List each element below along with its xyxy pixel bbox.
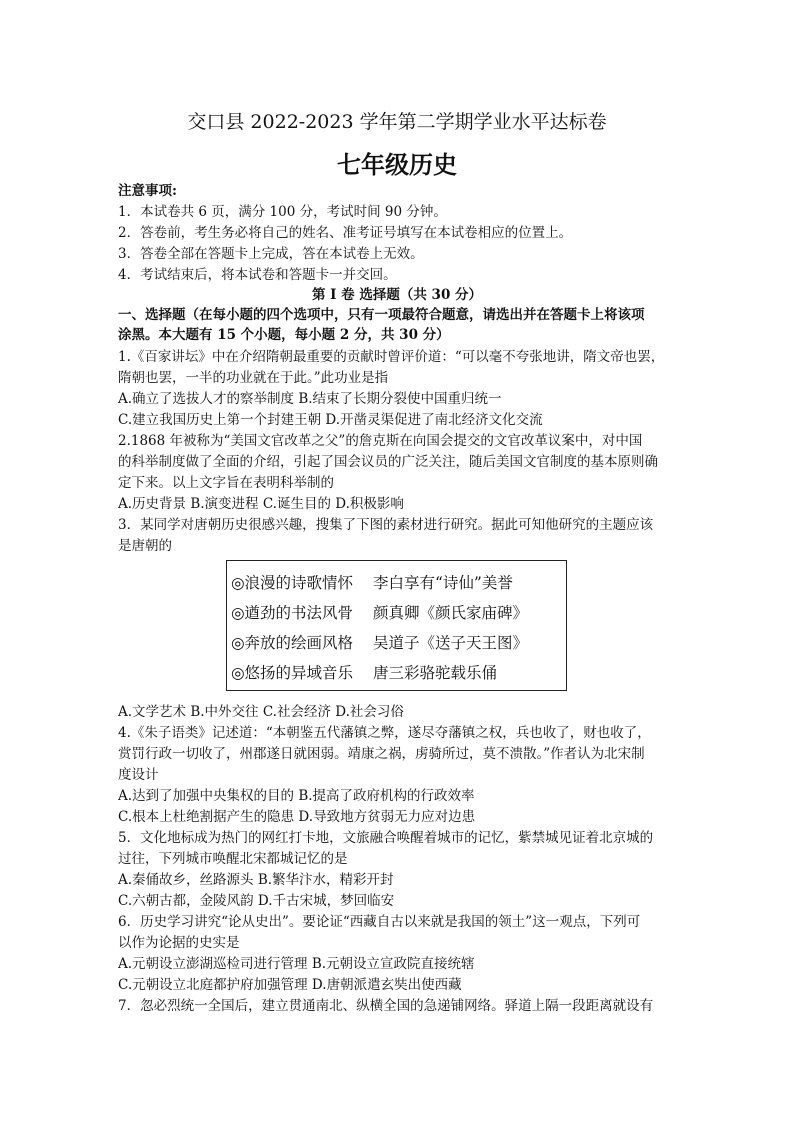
question-1-options: C.建立我国历史上第一个封建王朝 D.开凿灵渠促进了南北经济文化交流 bbox=[118, 412, 543, 428]
material-example: 李白享有“诗仙”美誉 bbox=[373, 574, 513, 592]
question-1-text: 隋朝也罢，一半的功业就在于此。”此功业是指 bbox=[118, 370, 389, 386]
question-5-options: C.六朝古都，金陵风韵 D.千古宋城，梦回临安 bbox=[118, 893, 395, 909]
question-4-options: A.达到了加强中央集权的目的 B.提高了政府机构的行政效率 bbox=[118, 788, 475, 804]
material-example: 颜真卿《颜氏家庙碑》 bbox=[373, 604, 529, 622]
material-topic: ◎悠扬的异域音乐 bbox=[231, 664, 354, 682]
question-3-text: 3．某同学对唐朝历史很感兴趣，搜集了下图的素材进行研究。据此可知他研究的主题应该 bbox=[118, 517, 654, 533]
material-example: 唐三彩骆驼载乐俑 bbox=[373, 664, 498, 682]
question-4-text: 4.《朱子语类》记述道：“本朝鉴五代藩镇之弊，遂尽夺藩镇之权，兵也收了，财也收了， bbox=[118, 725, 651, 741]
question-6-options: C.元朝设立北庭都护府加强管理 D.唐朝派遣玄奘出使西藏 bbox=[118, 977, 462, 993]
question-5-text: 5．文化地标成为热门的网红打卡地，文旅融合唤醒着城市的记忆，紫禁城见证着北京城的 bbox=[118, 830, 654, 846]
question-4-text: 赏罚行政一切收了，州郡遂日就困弱。靖康之祸，虏骑所过，莫不溃散。”作者认为北宋制 bbox=[118, 746, 645, 762]
question-4-options: C.根本上杜绝割据产生的隐患 D.导致地方贫弱无力应对边患 bbox=[118, 809, 476, 825]
question-7-text: 7．忽必烈统一全国后，建立贯通南北、纵横全国的急递铺网络。驿道上隔一段距离就设有 bbox=[118, 998, 654, 1014]
question-3-options: A.文学艺术 B.中外交往 C.社会经济 D.社会习俗 bbox=[118, 704, 404, 720]
exam-title: 交口县 2022-2023 学年第二学期学业水平达标卷 bbox=[187, 111, 607, 133]
question-5-text: 过往，下列城市唤醒北宋都城记忆的是 bbox=[118, 851, 348, 867]
question-5-options: A.秦俑故乡，丝路源头 B.繁华汴水，精彩开封 bbox=[118, 872, 394, 888]
material-topic: ◎遒劲的书法风骨 bbox=[231, 604, 354, 622]
tang-culture-material-box bbox=[226, 560, 567, 691]
material-example: 吴道子《送子天王图》 bbox=[373, 634, 529, 652]
note-item: 1．本试卷共 6 页，满分 100 分，考试时间 90 分钟。 bbox=[118, 204, 447, 220]
subject-title: 七年级历史 bbox=[337, 150, 457, 179]
notes-heading: 注意事项: bbox=[118, 183, 177, 199]
question-6-text: 以作为论据的史实是 bbox=[118, 935, 240, 951]
question-2-text: 定下来。以上文字旨在表明科举制的 bbox=[118, 475, 334, 491]
section-instruction: 一、选择题（在每小题的四个选项中，只有一项最符合题意，请选出并在答题卡上将该项 bbox=[118, 307, 645, 323]
question-2-text: 2.1868 年被称为“美国文官改革之父”的詹克斯在向国会提交的文官改革议案中，对中国 bbox=[118, 433, 643, 449]
note-item: 3．答卷全部在答题卡上完成，答在本试卷上无效。 bbox=[118, 246, 424, 262]
question-1-text: 1.《百家讲坛》中在介绍隋朝最重要的贡献时曾评价道：“可以毫不夸张地讲，隋文帝也罢， bbox=[118, 349, 665, 365]
question-6-text: 6．历史学习讲究“论从史出”。要论证“西藏自古以来就是我国的领土”这一观点，下列可 bbox=[118, 914, 641, 930]
material-topic: ◎奔放的绘画风格 bbox=[231, 634, 354, 652]
section-instruction: 涂黑。本大题有 15 个小题，每小题 2 分，共 30 分） bbox=[118, 327, 450, 343]
question-1-options: A.确立了选拔人才的察举制度 B.结束了长期分裂使中国重归统一 bbox=[118, 391, 502, 407]
question-2-options: A.历史背景 B.演变进程 C.诞生目的 D.积极影响 bbox=[118, 496, 404, 512]
question-6-options: A.元朝设立澎湖巡检司进行管理 B.元朝设立宣政院直接统辖 bbox=[118, 956, 475, 972]
section-heading: 第 I 卷 选择题（共 30 分） bbox=[311, 287, 483, 303]
question-3-text: 是唐朝的 bbox=[118, 538, 172, 554]
material-topic: ◎浪漫的诗歌情怀 bbox=[231, 574, 354, 592]
question-2-text: 的科举制度做了全面的介绍，引起了国会议员的广泛关注，随后美国文官制度的基本原则确 bbox=[118, 454, 658, 470]
question-4-text: 度设计 bbox=[118, 767, 159, 783]
note-item: 2．答卷前，考生务必将自己的姓名、准考证号填写在本试卷相应的位置上。 bbox=[118, 225, 573, 241]
note-item: 4．考试结束后，将本试卷和答题卡一并交回。 bbox=[118, 267, 397, 283]
